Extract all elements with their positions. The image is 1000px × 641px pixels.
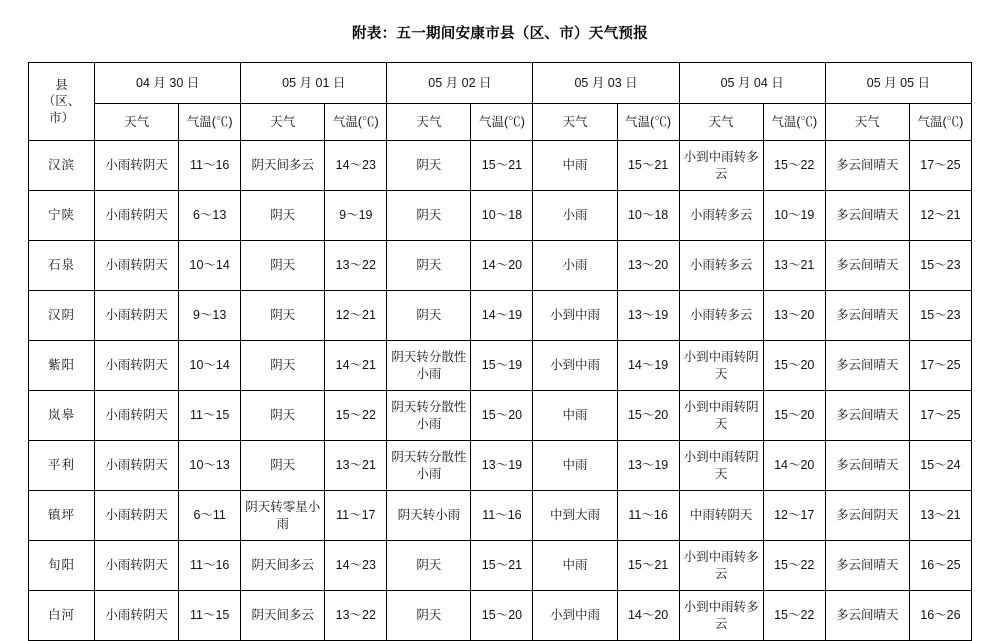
subheader-temp-0: 气温(℃) <box>179 104 241 141</box>
corner-line-3: 市） <box>49 110 75 125</box>
cell-weather: 小到中雨 <box>533 341 617 391</box>
cell-weather: 小雨转多云 <box>679 291 763 341</box>
subheader-weather-2: 天气 <box>387 104 471 141</box>
cell-temperature: 11～16 <box>179 141 241 191</box>
cell-temperature: 11～17 <box>325 491 387 541</box>
cell-weather: 多云间晴天 <box>825 441 909 491</box>
cell-temperature: 10～19 <box>763 191 825 241</box>
cell-temperature: 14～23 <box>325 141 387 191</box>
cell-weather: 阴天 <box>387 541 471 591</box>
cell-temperature: 15～23 <box>909 291 971 341</box>
cell-weather: 阴天 <box>241 241 325 291</box>
cell-temperature: 15～20 <box>617 391 679 441</box>
cell-weather: 小到中雨转阴天 <box>679 341 763 391</box>
cell-temperature: 12～17 <box>763 491 825 541</box>
table-row <box>29 441 972 491</box>
table-header-row-subheaders <box>29 104 972 141</box>
cell-temperature: 15～19 <box>471 341 533 391</box>
row-county-label: 平利 <box>29 441 95 491</box>
cell-temperature: 16～26 <box>909 591 971 641</box>
table-row <box>29 591 972 641</box>
cell-weather: 阴天 <box>387 191 471 241</box>
subheader-temp-5: 气温(℃) <box>909 104 971 141</box>
subheader-temp-4: 气温(℃) <box>763 104 825 141</box>
cell-temperature: 9～13 <box>179 291 241 341</box>
cell-temperature: 13～19 <box>617 291 679 341</box>
cell-weather: 小到中雨转多云 <box>679 591 763 641</box>
cell-temperature: 15～20 <box>763 341 825 391</box>
table-corner-header <box>29 63 95 141</box>
cell-weather: 多云间晴天 <box>825 391 909 441</box>
cell-weather: 小雨 <box>533 241 617 291</box>
cell-weather: 阴天转分散性小雨 <box>387 391 471 441</box>
cell-weather: 小雨转阴天 <box>95 491 179 541</box>
cell-weather: 阴天间多云 <box>241 591 325 641</box>
corner-line-1: 县 <box>55 77 68 92</box>
cell-weather: 阴天 <box>241 391 325 441</box>
column-header-date-2: 05 月 02 日 <box>387 63 533 104</box>
cell-weather: 阴天转小雨 <box>387 491 471 541</box>
row-county-label: 白河 <box>29 591 95 641</box>
subheader-weather-4: 天气 <box>679 104 763 141</box>
cell-temperature: 11～15 <box>179 391 241 441</box>
forecast-table <box>28 62 972 641</box>
cell-weather: 中到大雨 <box>533 491 617 541</box>
cell-temperature: 15～21 <box>471 541 533 591</box>
cell-temperature: 16～25 <box>909 541 971 591</box>
row-county-label: 旬阳 <box>29 541 95 591</box>
subheader-temp-1: 气温(℃) <box>325 104 387 141</box>
cell-temperature: 10～14 <box>179 341 241 391</box>
cell-temperature: 15～23 <box>909 241 971 291</box>
cell-temperature: 15～22 <box>325 391 387 441</box>
cell-weather: 小到中雨 <box>533 591 617 641</box>
cell-temperature: 13～20 <box>763 291 825 341</box>
row-county-label: 汉滨 <box>29 141 95 191</box>
cell-temperature: 15～20 <box>471 391 533 441</box>
cell-temperature: 13～21 <box>909 491 971 541</box>
cell-weather: 阴天转分散性小雨 <box>387 441 471 491</box>
table-row <box>29 541 972 591</box>
cell-temperature: 12～21 <box>909 191 971 241</box>
cell-weather: 多云间晴天 <box>825 141 909 191</box>
cell-weather: 多云间晴天 <box>825 341 909 391</box>
cell-weather: 阴天转零星小雨 <box>241 491 325 541</box>
cell-temperature: 13～21 <box>325 441 387 491</box>
table-row <box>29 341 972 391</box>
cell-weather: 小雨转阴天 <box>95 441 179 491</box>
cell-weather: 小雨 <box>533 191 617 241</box>
cell-temperature: 15～21 <box>617 141 679 191</box>
cell-weather: 小雨转阴天 <box>95 391 179 441</box>
cell-weather: 小雨转阴天 <box>95 291 179 341</box>
cell-weather: 小雨转阴天 <box>95 541 179 591</box>
row-county-label: 宁陕 <box>29 191 95 241</box>
column-header-date-5: 05 月 05 日 <box>825 63 971 104</box>
cell-weather: 中雨 <box>533 541 617 591</box>
subheader-temp-2: 气温(℃) <box>471 104 533 141</box>
cell-temperature: 9～19 <box>325 191 387 241</box>
column-header-date-0: 04 月 30 日 <box>95 63 241 104</box>
cell-weather: 中雨转阴天 <box>679 491 763 541</box>
cell-weather: 小雨转阴天 <box>95 191 179 241</box>
cell-weather: 阴天转分散性小雨 <box>387 341 471 391</box>
table-row <box>29 291 972 341</box>
subheader-weather-1: 天气 <box>241 104 325 141</box>
row-county-label: 镇坪 <box>29 491 95 541</box>
cell-temperature: 13～22 <box>325 241 387 291</box>
cell-temperature: 15～21 <box>617 541 679 591</box>
cell-weather: 阴天间多云 <box>241 141 325 191</box>
table-row <box>29 191 972 241</box>
cell-weather: 小雨转阴天 <box>95 591 179 641</box>
cell-weather: 阴天 <box>387 141 471 191</box>
cell-weather: 阴天 <box>241 291 325 341</box>
subheader-weather-3: 天气 <box>533 104 617 141</box>
column-header-date-3: 05 月 03 日 <box>533 63 679 104</box>
subheader-weather-0: 天气 <box>95 104 179 141</box>
subheader-weather-5: 天气 <box>825 104 909 141</box>
cell-weather: 小到中雨转多云 <box>679 541 763 591</box>
cell-temperature: 17～25 <box>909 341 971 391</box>
forecast-table-container <box>28 62 972 641</box>
row-county-label: 汉阴 <box>29 291 95 341</box>
cell-temperature: 17～25 <box>909 391 971 441</box>
cell-weather: 阴天 <box>387 241 471 291</box>
column-header-date-4: 05 月 04 日 <box>679 63 825 104</box>
table-header-row-dates <box>29 63 972 104</box>
cell-weather: 阴天 <box>387 591 471 641</box>
cell-weather: 中雨 <box>533 141 617 191</box>
cell-weather: 阴天 <box>241 441 325 491</box>
cell-weather: 小到中雨转阴天 <box>679 441 763 491</box>
cell-temperature: 14～19 <box>471 291 533 341</box>
row-county-label: 岚皋 <box>29 391 95 441</box>
cell-weather: 小雨转多云 <box>679 191 763 241</box>
cell-weather: 小雨转多云 <box>679 241 763 291</box>
cell-weather: 小到中雨转多云 <box>679 141 763 191</box>
cell-weather: 阴天 <box>387 291 471 341</box>
cell-temperature: 6～11 <box>179 491 241 541</box>
cell-temperature: 17～25 <box>909 141 971 191</box>
column-header-date-1: 05 月 01 日 <box>241 63 387 104</box>
cell-temperature: 15～24 <box>909 441 971 491</box>
cell-temperature: 13～19 <box>471 441 533 491</box>
cell-weather: 中雨 <box>533 441 617 491</box>
cell-weather: 小到中雨转阴天 <box>679 391 763 441</box>
cell-temperature: 11～16 <box>617 491 679 541</box>
table-row <box>29 141 972 191</box>
table-row <box>29 391 972 441</box>
cell-weather: 多云间晴天 <box>825 241 909 291</box>
row-county-label: 石泉 <box>29 241 95 291</box>
cell-weather: 阴天 <box>241 191 325 241</box>
cell-temperature: 10～18 <box>617 191 679 241</box>
cell-temperature: 11～16 <box>179 541 241 591</box>
cell-temperature: 14～20 <box>471 241 533 291</box>
cell-temperature: 15～20 <box>471 591 533 641</box>
cell-temperature: 10～18 <box>471 191 533 241</box>
cell-weather: 小雨转阴天 <box>95 341 179 391</box>
row-county-label: 紫阳 <box>29 341 95 391</box>
cell-temperature: 11～16 <box>471 491 533 541</box>
cell-temperature: 14～20 <box>617 591 679 641</box>
cell-weather: 多云间晴天 <box>825 191 909 241</box>
cell-temperature: 15～22 <box>763 591 825 641</box>
page-title: 附表：五一期间安康市县（区、市）天气预报 <box>352 26 648 42</box>
cell-weather: 中雨 <box>533 391 617 441</box>
cell-temperature: 15～20 <box>763 391 825 441</box>
cell-weather: 阴天 <box>241 341 325 391</box>
table-row <box>29 491 972 541</box>
cell-temperature: 14～23 <box>325 541 387 591</box>
cell-weather: 多云间晴天 <box>825 541 909 591</box>
cell-temperature: 6～13 <box>179 191 241 241</box>
cell-temperature: 13～22 <box>325 591 387 641</box>
cell-temperature: 15～22 <box>763 541 825 591</box>
cell-weather: 多云间晴天 <box>825 291 909 341</box>
cell-temperature: 10～13 <box>179 441 241 491</box>
cell-temperature: 13～20 <box>617 241 679 291</box>
cell-weather: 阴天间多云 <box>241 541 325 591</box>
cell-weather: 小雨转阴天 <box>95 141 179 191</box>
cell-temperature: 14～20 <box>763 441 825 491</box>
subheader-temp-3: 气温(℃) <box>617 104 679 141</box>
table-row <box>29 241 972 291</box>
cell-weather: 小到中雨 <box>533 291 617 341</box>
cell-temperature: 13～21 <box>763 241 825 291</box>
cell-temperature: 15～21 <box>471 141 533 191</box>
cell-weather: 多云间晴天 <box>825 591 909 641</box>
cell-temperature: 14～21 <box>325 341 387 391</box>
cell-weather: 多云间阴天 <box>825 491 909 541</box>
cell-temperature: 13～19 <box>617 441 679 491</box>
cell-weather: 小雨转阴天 <box>95 241 179 291</box>
cell-temperature: 10～14 <box>179 241 241 291</box>
cell-temperature: 11～15 <box>179 591 241 641</box>
cell-temperature: 15～22 <box>763 141 825 191</box>
cell-temperature: 12～21 <box>325 291 387 341</box>
corner-line-2: （区、 <box>42 94 81 109</box>
cell-temperature: 14～19 <box>617 341 679 391</box>
